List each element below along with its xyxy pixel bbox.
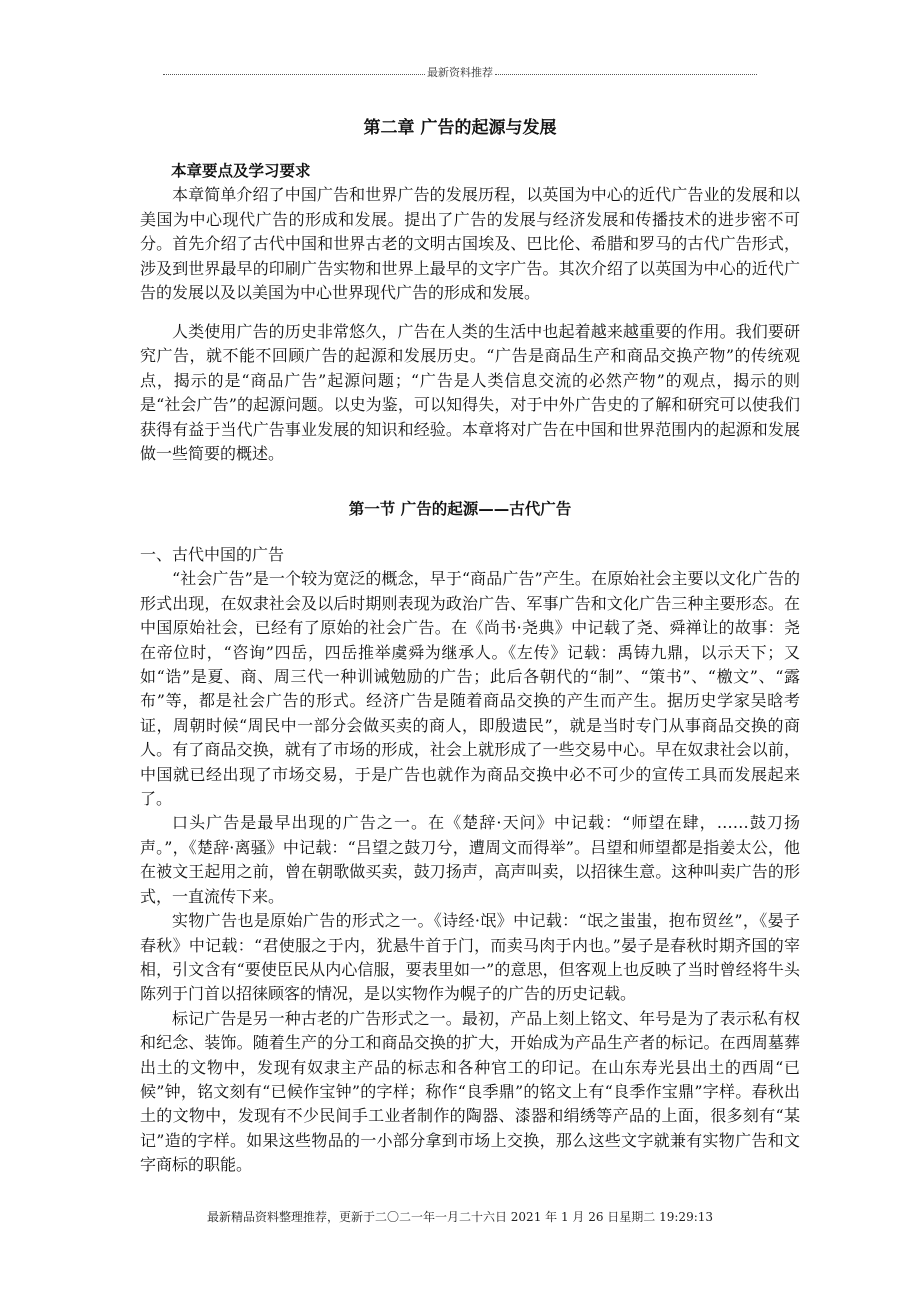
header-text: 最新资料推荐 (427, 66, 493, 79)
body-paragraph: 标记广告是另一种古老的广告形式之一。最初，产品上刻上铭文、年号是为了表示私有权和纪念、装饰。随着生产的分工和商品交换的扩大，开始成为产品生产者的标记。在西周墓葬出土的文物中，发现有奴隶主产品的标志和各种官工的印记。在山东寿光县出土的西周“已候”钟，铭文刻有“已候作宝钟”的字样；称作“良季鼎”的铭文上有“良季作宝鼎”字样。春秋出土的文物中，发现有不少民间手工业者制作的陶器、漆器和绢绣等产品的上面，很多刻有“某记”造的字样。如果这些物品的一小部分拿到市场上交换，那么这些文字就兼有实物广告和文字商标的职能。 (140, 1008, 800, 1175)
section-body (140, 543, 800, 1178)
summary-paragraph: 本章简单介绍了中国广告和世界广告的发展历程，以英国为中心的近代广告业的发展和以美国为中心现代广告的形成和发展。提出了广告的发展与经济发展和传播技术的进步密不可分。首先介绍了古代中国和世界古老的文明古国埃及、巴比伦、希腊和罗马的古代广告形式，涉及到世界最早的印刷广告实物和世界上最早的文字广告。其次介绍了以英国为中心的近代广告的发展以及以美国为中心世界现代广告的形成和发展。 (140, 185, 800, 303)
page-header (163, 64, 757, 80)
body-paragraph: 口头广告是最早出现的广告之一。在《楚辞·天问》中记载：“师望在肆，……鼓刀扬声。”，《楚辞·离骚》中记载：“吕望之鼓刀兮，遭周文而得举”。吕望和师望都是指姜太公，他在被文王起用之前，曾在朝歌做买卖，鼓刀扬声，高声叫卖，以招徕生意。这种叫卖广告的形式，一直流传下来。 (140, 813, 800, 906)
page-footer: 最新精品资料整理推荐，更新于二〇二一年一月二十六日 2021 年 1 月 26 日星期二 19:29:13 (206, 1210, 714, 1224)
chapter-summary (140, 159, 800, 305)
body-paragraph: “社会广告”是一个较为宽泛的概念，早于“商品广告”产生。在原始社会主要以文化广告的形式出现，在奴隶社会及以后时期则表现为政治广告、军事广告和文化广告三种主要形态。在中国原始社会，已经有了原始的社会广告。在《尚书·尧典》中记载了尧、舜禅让的故事：尧在帝位时，“咨询”四岳，四岳推举虞舜为继承人。《左传》记载：禹铸九鼎，以示天下；又如“诰”是夏、商、周三代一种训诫勉励的广告；此后各朝代的“制”、“策书”、“檄文”、“露布”等，都是社会广告的形式。经济广告是随着商品交换的产生而产生。据历史学家吴晗考证，周朝时候“周民中一部分会做买卖的商人，即殷遗民”，就是当时专门从事商品交换的商人。有了商品交换，就有了市场的形成，社会上就形成了一些交易中心。早在奴隶社会以前，中国就已经出现了市场交易，于是广告也就作为商品交换中必不可少的宣传工具而发展起来了。 (140, 569, 800, 809)
body-paragraph: 实物广告也是原始广告的形式之一。《诗经·氓》中记载：“氓之蚩蚩，抱布贸丝”，《晏子春秋》中记载：“君使服之于内，犹悬牛首于门，而卖马肉于内也。”晏子是春秋时期齐国的宰相，引文含有“要使臣民从内心信服，要表里如一”的意思，但客观上也反映了当时曾经将牛头陈列于门首以招徕顾客的情况，是以实物作为幌子的广告的历史记载。 (140, 911, 800, 1004)
intro-block (140, 320, 800, 466)
section-title: 第一节 广告的起源——古代广告 (348, 500, 572, 518)
summary-heading: 本章要点及学习要求 (171, 162, 311, 180)
intro-paragraph: 人类使用广告的历史非常悠久，广告在人类的生活中也起着越来越重要的作用。我们要研究广告，就不能不回顾广告的起源和发展历史。“广告是商品生产和商品交换产物”的传统观点，揭示的是“商品广告”起源问题；“广告是人类信息交流的必然产物”的观点，揭示的则是“社会广告”的起源问题。以史为鉴，可以知得失，对于中外广告史的了解和研究可以使我们获得有益于当代广告事业发展的知识和经验。本章将对广告在中国和世界范围内的起源和发展做一些简要的概述。 (140, 322, 800, 464)
header-divider (163, 74, 425, 75)
chapter-title: 第二章 广告的起源与发展 (363, 118, 557, 138)
header-divider (495, 74, 757, 75)
subsection-title: 一、古代中国的广告 (140, 545, 285, 564)
